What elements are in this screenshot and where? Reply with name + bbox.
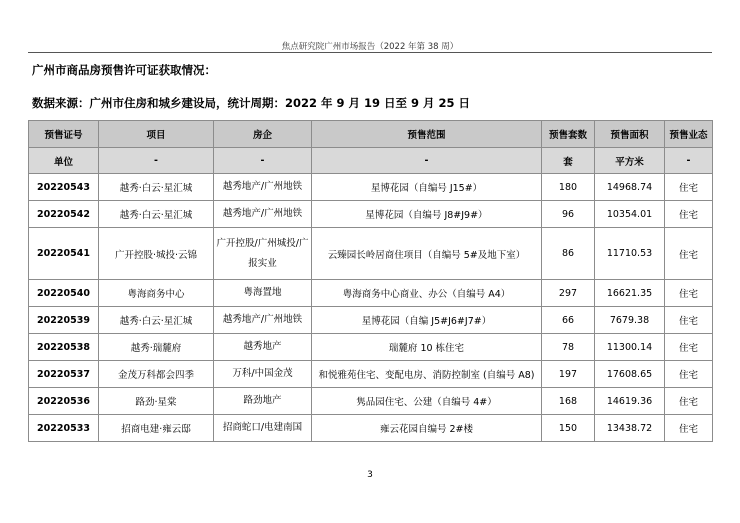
table-row — [29, 334, 713, 361]
presale-scope: 隽品园住宅、公建（自编号 4#） — [312, 388, 542, 415]
page-number: 3 — [367, 470, 373, 480]
presale-units: 180 — [542, 174, 595, 201]
developer-name: 越秀地产/广州地铁 — [214, 174, 312, 201]
license-number: 20220543 — [29, 174, 99, 201]
license-number: 20220542 — [29, 201, 99, 228]
presale-area: 14619.36 — [595, 388, 665, 415]
unit-cell: - — [214, 148, 312, 174]
project-name: 粤海商务中心 — [99, 280, 214, 307]
unit-row — [29, 148, 713, 174]
presale-type: 住宅 — [665, 280, 713, 307]
report-header: 焦点研究院广州市场报告（2022 年第 38 周） — [281, 42, 459, 52]
developer-name: 万科/中国金茂 — [214, 361, 312, 388]
table-row — [29, 388, 713, 415]
presale-scope: 粤海商务中心商业、办公（自编号 A4） — [312, 280, 542, 307]
section-title: 广州市商品房预售许可证获取情况： — [32, 63, 216, 77]
developer-name: 越秀地产 — [214, 334, 312, 361]
developer-name: 粤海置地 — [214, 280, 312, 307]
project-name: 路劲·星棠 — [99, 388, 214, 415]
unit-cell: 平方米 — [595, 148, 665, 174]
project-name: 招商电建·雍云邸 — [99, 415, 214, 442]
presale-units: 78 — [542, 334, 595, 361]
presale-type: 住宅 — [665, 415, 713, 442]
table-row — [29, 174, 713, 201]
column-header: 预售面积 — [595, 121, 665, 148]
project-name: 越秀·白云·星汇城 — [99, 307, 214, 334]
table-header-row — [29, 121, 713, 148]
developer-name: 路劲地产 — [214, 388, 312, 415]
license-number: 20220539 — [29, 307, 99, 334]
unit-cell: 单位 — [29, 148, 99, 174]
presale-area: 16621.35 — [595, 280, 665, 307]
presale-area: 10354.01 — [595, 201, 665, 228]
unit-cell: - — [665, 148, 713, 174]
presale-type: 住宅 — [665, 334, 713, 361]
developer-name: 越秀地产/广州地铁 — [214, 307, 312, 334]
unit-cell: - — [99, 148, 214, 174]
column-header: 预售范围 — [312, 121, 542, 148]
presale-area: 13438.72 — [595, 415, 665, 442]
unit-cell: 套 — [542, 148, 595, 174]
column-header: 预售业态 — [665, 121, 713, 148]
license-number: 20220536 — [29, 388, 99, 415]
presale-type: 住宅 — [665, 361, 713, 388]
project-name: 越秀·白云·星汇城 — [99, 201, 214, 228]
license-number: 20220537 — [29, 361, 99, 388]
presale-type: 住宅 — [665, 307, 713, 334]
presale-scope: 瑞麓府 10 栋住宅 — [312, 334, 542, 361]
column-header: 预售证号 — [29, 121, 99, 148]
project-name: 金茂万科都会四季 — [99, 361, 214, 388]
developer-name: 越秀地产/广州地铁 — [214, 201, 312, 228]
presale-area: 7679.38 — [595, 307, 665, 334]
project-name: 越秀·瑞麓府 — [99, 334, 214, 361]
developer-name: 招商蛇口/电建南国 — [214, 415, 312, 442]
presale-type: 住宅 — [665, 174, 713, 201]
presale-license-table — [28, 120, 713, 442]
presale-units: 66 — [542, 307, 595, 334]
presale-area: 11710.53 — [595, 228, 665, 280]
data-source-note: 数据来源：广州市住房和城乡建设局，统计周期：2022 年 9 月 19 日至 9 月 25 日 — [32, 96, 471, 110]
presale-type: 住宅 — [665, 228, 713, 280]
developer-name: 广开控股/广州城投/广报实业 — [214, 228, 312, 280]
presale-area: 11300.14 — [595, 334, 665, 361]
project-name: 广开控股·城投·云锦 — [99, 228, 214, 280]
table-row — [29, 307, 713, 334]
presale-units: 197 — [542, 361, 595, 388]
license-number: 20220540 — [29, 280, 99, 307]
column-header: 预售套数 — [542, 121, 595, 148]
table-row — [29, 415, 713, 442]
presale-units: 96 — [542, 201, 595, 228]
presale-type: 住宅 — [665, 388, 713, 415]
unit-cell: - — [312, 148, 542, 174]
license-number: 20220533 — [29, 415, 99, 442]
presale-type: 住宅 — [665, 201, 713, 228]
presale-units: 150 — [542, 415, 595, 442]
presale-scope: 云臻园长岭居商住项目（自编号 5#及地下室） — [312, 228, 542, 280]
presale-scope: 雍云花园自编号 2#楼 — [312, 415, 542, 442]
column-header: 项目 — [99, 121, 214, 148]
table-row — [29, 361, 713, 388]
table-row — [29, 280, 713, 307]
presale-scope: 星博花园（自编 J5#J6#J7#） — [312, 307, 542, 334]
project-name: 越秀·白云·星汇城 — [99, 174, 214, 201]
table-row — [29, 201, 713, 228]
header-divider — [28, 52, 712, 53]
table-row — [29, 228, 713, 280]
license-number: 20220538 — [29, 334, 99, 361]
presale-area: 14968.74 — [595, 174, 665, 201]
presale-scope: 和悦雅苑住宅、变配电房、消防控制室 (自编号 A8) — [312, 361, 542, 388]
presale-scope: 星博花园（自编号 J15#） — [312, 174, 542, 201]
presale-scope: 星博花园（自编号 J8#J9#） — [312, 201, 542, 228]
license-number: 20220541 — [29, 228, 99, 280]
presale-area: 17608.65 — [595, 361, 665, 388]
presale-units: 86 — [542, 228, 595, 280]
presale-units: 297 — [542, 280, 595, 307]
column-header: 房企 — [214, 121, 312, 148]
presale-units: 168 — [542, 388, 595, 415]
